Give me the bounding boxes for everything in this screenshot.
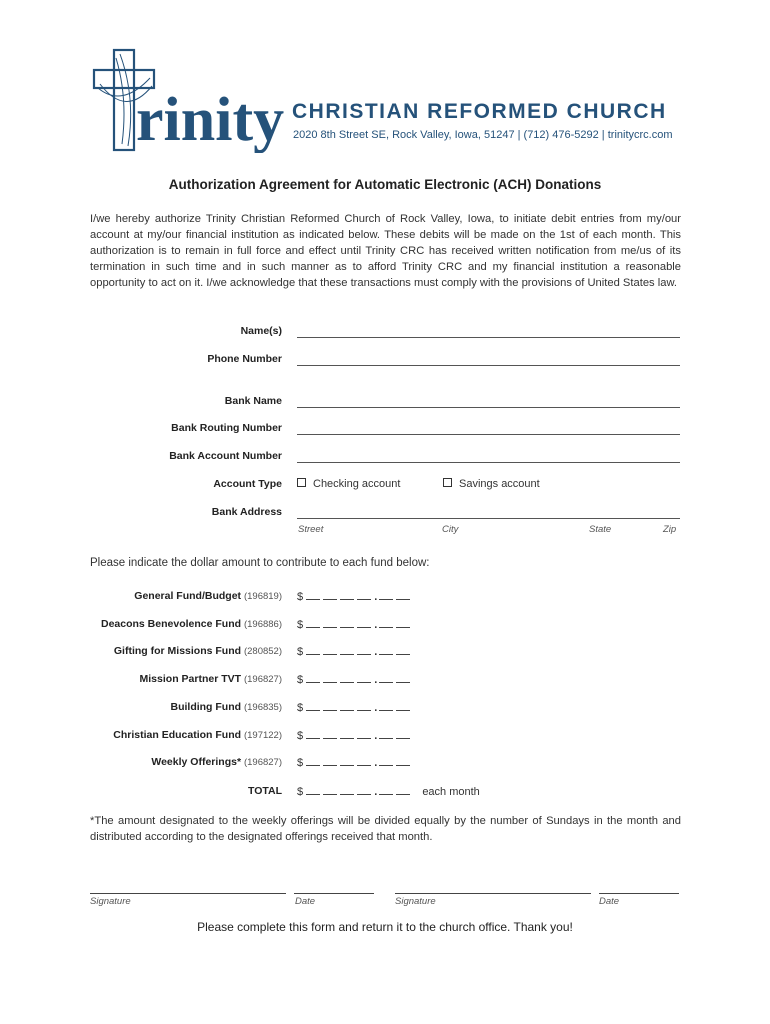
bank-name-field[interactable] [297, 407, 680, 408]
checking-checkbox[interactable] [297, 478, 306, 487]
fund-code: (196886) [243, 618, 282, 630]
fund-label [140, 673, 282, 685]
date-line-2[interactable] [599, 893, 679, 894]
savings-option[interactable] [443, 478, 540, 490]
fund-instructions: Please indicate the dollar amount to contribute to each fund below: [90, 557, 430, 569]
fund-code: (196819) [243, 591, 282, 602]
fund-amount-field[interactable] [297, 701, 413, 714]
decimal-point: . [374, 701, 378, 714]
signature-label-1: Signature [90, 896, 131, 907]
decimal-point: . [374, 729, 378, 742]
fund-row [0, 618, 770, 634]
total-label: TOTAL [247, 785, 282, 797]
signature-label-2: Signature [395, 896, 436, 907]
fund-name: General Fund/Budget [134, 590, 242, 602]
fund-name: Weekly Offerings* [151, 756, 242, 769]
dollar-sign: $ [297, 701, 304, 714]
fund-name: Gifting for Missions Fund [113, 645, 242, 658]
decimal-point: . [374, 618, 378, 631]
savings-label: Savings account [459, 478, 540, 490]
bank-address-row [0, 506, 770, 522]
org-name: CHRISTIAN REFORMED CHURCH [292, 100, 667, 123]
authorization-text: I/we hereby authorize Trinity Christian Reformed Church of Rock Valley, Iowa, to initiate debit entries from my/our account at my/our financial institution as indicated below. These debits will be made on the 1st of each month. This authorization is to remain in full force and effect until Trinity CRC has received written notification from me/us of its termination in such time and in such manner as to afford Trinity CRC and my financial institution a reasonable opportunity to act on it. I/we acknowledge that these transactions must comply with the provisions of United States law. [90, 213, 681, 289]
routing-row [0, 422, 770, 438]
names-field[interactable] [297, 337, 680, 338]
each-month-label: each month [422, 786, 480, 798]
dollar-sign: $ [297, 618, 304, 631]
city-sublabel: City [442, 524, 459, 535]
decimal-point: . [374, 591, 378, 603]
fund-amount-field[interactable] [297, 645, 413, 658]
dollar-sign: $ [297, 786, 304, 798]
date-label-1: Date [295, 896, 316, 907]
total-amount-field[interactable] [297, 785, 480, 798]
account-type-row [0, 478, 770, 494]
names-row [0, 325, 770, 341]
logo-wordmark: rinity [136, 86, 285, 153]
fund-amount-field[interactable] [297, 590, 413, 603]
zip-sublabel: Zip [663, 524, 677, 535]
dollar-sign: $ [297, 729, 304, 742]
fund-label [170, 701, 282, 713]
fund-amount-field[interactable] [297, 673, 413, 686]
fund-row [0, 701, 770, 717]
fund-name: Mission Partner TVT [139, 673, 242, 686]
fund-name: Building Fund [170, 700, 242, 713]
church-logo [92, 48, 692, 158]
decimal-point: . [374, 786, 378, 798]
account-number-row [0, 450, 770, 466]
decimal-point: . [374, 674, 378, 687]
bank-name-row [0, 395, 770, 411]
dollar-sign: $ [297, 591, 304, 603]
street-sublabel: Street [298, 524, 324, 535]
bank-address-field[interactable] [297, 518, 680, 519]
fund-name: Christian Education Fund [113, 728, 242, 741]
phone-row [0, 353, 770, 369]
checking-label: Checking account [313, 478, 401, 490]
names-label: Name(s) [240, 325, 282, 337]
fund-label [113, 729, 282, 741]
date-label-2: Date [599, 896, 620, 907]
form-title: Authorization Agreement for Automatic Electronic (ACH) Donations [168, 177, 602, 192]
fund-row [0, 673, 770, 689]
fund-label [101, 618, 282, 630]
date-line-1[interactable] [294, 893, 374, 894]
phone-label: Phone Number [207, 353, 282, 365]
fund-row [0, 729, 770, 745]
routing-label: Bank Routing Number [171, 422, 282, 434]
routing-field[interactable] [297, 434, 680, 435]
account-number-field[interactable] [297, 462, 680, 463]
dollar-sign: $ [297, 674, 304, 687]
weekly-offerings-note: *The amount designated to the weekly offerings will be divided equally by the number of Sundays in the month and distributed according to the designated offerings received that month. [90, 815, 681, 843]
fund-row [0, 756, 770, 772]
checking-option[interactable] [297, 478, 400, 490]
fund-label [114, 645, 282, 657]
footer-instructions: Please complete this form and return it to the church office. Thank you! [197, 920, 573, 934]
dollar-sign: $ [297, 757, 304, 770]
decimal-point: . [374, 646, 378, 659]
phone-field[interactable] [297, 365, 680, 366]
fund-amount-field[interactable] [297, 729, 413, 742]
savings-checkbox[interactable] [443, 478, 452, 487]
state-sublabel: State [589, 524, 612, 535]
org-address: 2020 8th Street SE, Rock Valley, Iowa, 51247 | (712) 476-5292 | trinitycrc.com [293, 129, 673, 141]
fund-name: Deacons Benevolence Fund [101, 617, 242, 630]
fund-amount-field[interactable] [297, 756, 413, 769]
account-type-label: Account Type [213, 478, 282, 490]
fund-code: (196835) [243, 701, 282, 713]
fund-label [151, 756, 282, 768]
account-number-label: Bank Account Number [169, 450, 282, 462]
cross-logo-icon [92, 48, 292, 153]
fund-code: (197122) [243, 729, 282, 741]
fund-amount-field[interactable] [297, 618, 413, 631]
fund-code: (196827) [243, 757, 282, 769]
fund-row [0, 645, 770, 661]
fund-label [134, 590, 282, 602]
dollar-sign: $ [297, 646, 304, 659]
bank-name-label: Bank Name [224, 395, 282, 407]
fund-code: (280852) [243, 646, 282, 658]
signature-line-2[interactable] [395, 893, 591, 894]
bank-address-label: Bank Address [211, 506, 282, 518]
signature-line-1[interactable] [90, 893, 286, 894]
total-row [0, 785, 770, 801]
fund-code: (196827) [243, 674, 282, 686]
decimal-point: . [374, 757, 378, 770]
fund-row [0, 590, 770, 606]
